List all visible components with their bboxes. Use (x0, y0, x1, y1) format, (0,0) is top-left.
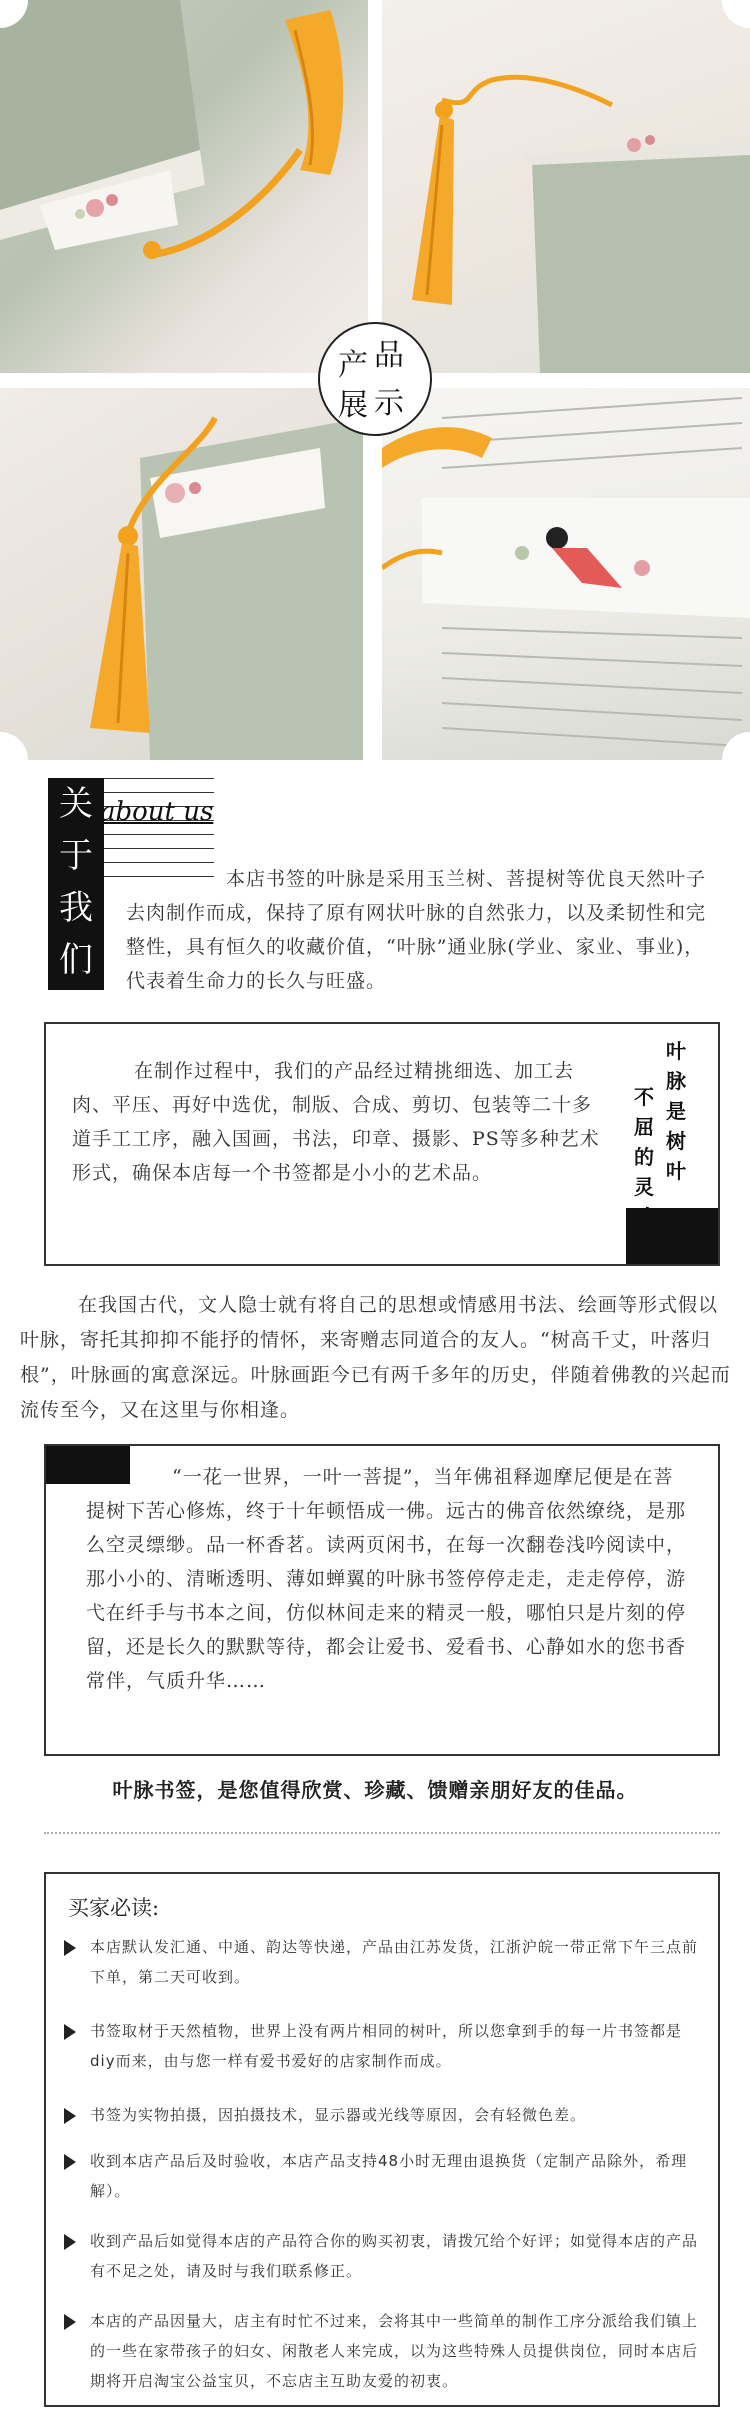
notice-item (64, 1932, 704, 1992)
notice-item-text: 本店默认发汇通、中通、韵达等快递，产品由江苏发货，江浙沪皖一带正常下午三点前下单，第二天可收到。 (90, 1938, 699, 1986)
slogan-col-2: 不 屈 的 灵 (634, 1085, 654, 1199)
about-char: 关 (59, 784, 93, 824)
product-showcase-badge (318, 322, 432, 436)
badge-char: 品 (374, 338, 404, 373)
product-photo-2 (382, 0, 750, 373)
story-box (44, 1444, 720, 1756)
book-tassel-illustration-2 (382, 0, 750, 373)
about-us-vertical-title (48, 778, 104, 990)
notice-item (64, 2100, 704, 2130)
about-us-heading: about us (100, 797, 214, 827)
book-tassel-illustration-1 (0, 0, 368, 373)
craft-text: 在制作过程中，我们的产品经过精挑细选、加工去肉、平压、再好中选优，制版、合成、剪切、包装等二十多道手工工序，融入国画，书法，印章、摄影、PS等多种艺术形式，确保本店每一个书签都是小小的艺术品。 (72, 1060, 600, 1184)
craft-box (44, 1022, 720, 1266)
product-photo-4 (382, 388, 750, 760)
about-us-text: 本店书签的叶脉是采用玉兰树、菩提树等优良天然叶子去肉制作而成，保持了原有网状叶脉的自然张力，以及柔韧性和完整性，具有恒久的收藏价值，“叶脉”通业脉(学业、家业、事业)，代表着生命力的长久与旺盛。 (126, 868, 707, 992)
notice-item (64, 2146, 704, 2206)
triangle-bullet-icon (64, 2314, 76, 2330)
decor-black-block (626, 1208, 718, 1264)
notice-item (64, 2226, 704, 2286)
notice-title: 买家必读: (68, 1896, 160, 1920)
history-text: 在我国古代，文人隐士就有将自己的思想或情感用书法、绘画等形式假以叶脉，寄托其抑抑不能抒的情怀，来寄赠志同道合的友人。“树高千丈，叶落归根”，叶脉画的寓意深远。叶脉画距今已有两千多年的历史，伴随着佛教的兴起而流传至今，又在这里与你相逢。 (20, 1294, 731, 1421)
triangle-bullet-icon (64, 2024, 76, 2040)
about-char: 于 (59, 836, 93, 876)
notice-item (64, 2016, 704, 2076)
badge-char: 示 (374, 386, 404, 421)
triangle-bullet-icon (64, 2108, 76, 2124)
product-gallery (0, 0, 750, 760)
triangle-bullet-icon (64, 2154, 76, 2170)
tagline: 叶脉书签，是您值得欣赏、珍藏、馈赠亲朋好友的佳品。 (112, 1778, 638, 1802)
notice-item-text: 本店的产品因量大，店主有时忙不过来，会将其中一些简单的制作工序分派给我们镇上的一些在家带孩子的妇女、闲散老人来完成，以为这些特殊人员提供岗位，同时本店后期将开启淘宝公益宝贝，不忘店主互助友爱的初衷。 (90, 2312, 699, 2390)
product-photo-3 (0, 388, 363, 760)
notice-item-text: 书签取材于天然植物，世界上没有两片相同的树叶，所以您拿到手的每一片书签都是diy而来，由与您一样有爱书爱好的店家制作而成。 (90, 2022, 683, 2070)
about-char: 们 (59, 940, 93, 980)
badge-char: 展 (338, 388, 368, 423)
story-text: “一花一世界，一叶一菩提”，当年佛祖释迦摩尼便是在菩提树下苦心修炼，终于十年顿悟成一佛。远古的佛音依然缭绕，是那么空灵缥缈。品一杯香茗。读两页闲书，在每一次翻卷浅吟阅读中，那小小的、清晰透明、薄如蝉翼的叶脉书签停停走走，走走停停，游弋在纤手与书本之间，仿似林间走来的精灵一般，哪怕只是片刻的停留，还是长久的默默等待，都会让爱书、爱看书、心静如水的您书香常伴，气质升华…… (86, 1466, 687, 1692)
notice-item (64, 2306, 704, 2396)
badge-char: 产 (338, 348, 368, 383)
book-tassel-illustration-4 (382, 388, 750, 760)
product-photo-1 (0, 0, 368, 373)
triangle-bullet-icon (64, 2234, 76, 2250)
dotted-divider (44, 1832, 720, 1834)
buyer-notice-box (44, 1872, 720, 2407)
notice-item-text: 书签为实物拍摄，因拍摄技术，显示器或光线等原因，会有轻微色差。 (90, 2106, 587, 2124)
triangle-bullet-icon (64, 1940, 76, 1956)
about-char: 我 (59, 888, 93, 928)
notice-item-text: 收到产品后如觉得本店的产品符合你的购买初衷，请拨冗给个好评；如觉得本店的产品有不足之处，请及时与我们联系修正。 (90, 2232, 699, 2280)
notice-item-text: 收到本店产品后及时验收，本店产品支持48小时无理由退换货（定制产品除外，希理解）。 (90, 2152, 688, 2200)
book-tassel-illustration-3 (0, 388, 363, 760)
slogan-col-1: 叶 脉 是 树 叶 (666, 1039, 686, 1183)
